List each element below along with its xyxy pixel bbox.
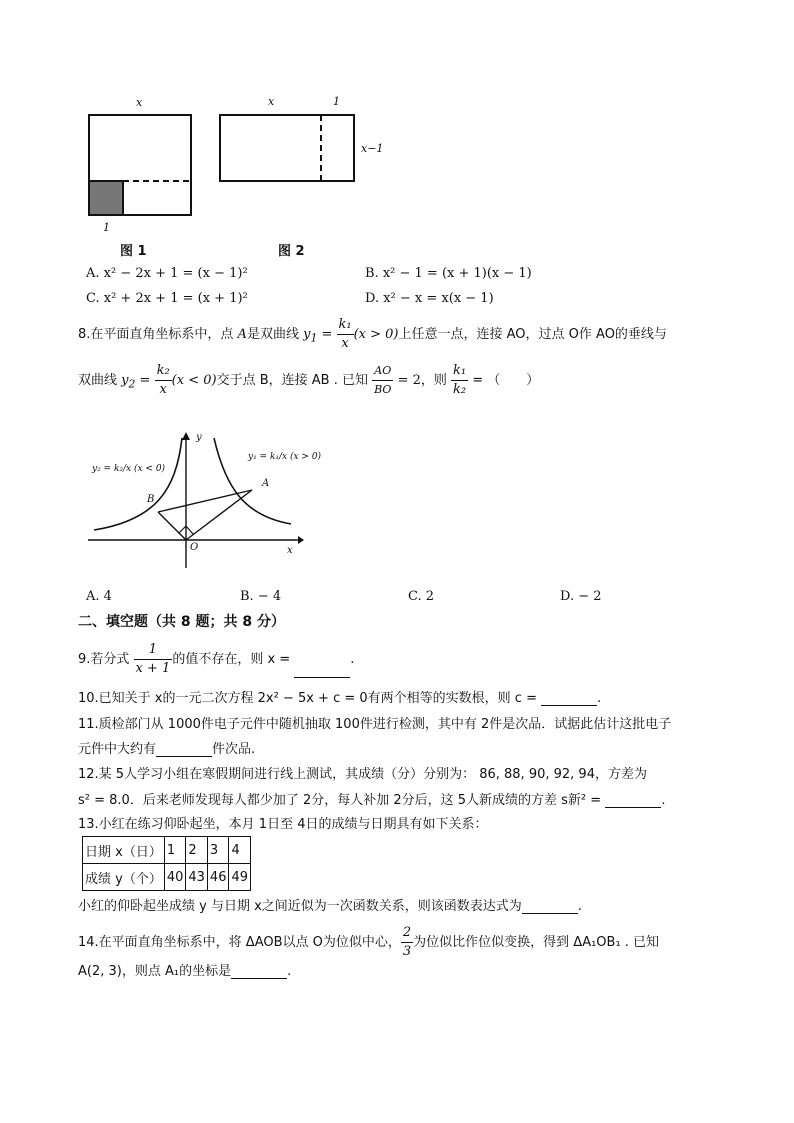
q10-answer-blank[interactable] [541, 691, 597, 706]
q8-k-ratio: $\frac{\text{k₁}}{\text{k₂}}$ [452, 363, 467, 397]
q9 [78, 641, 354, 678]
q12-end: . [661, 793, 666, 808]
q7-option-d[interactable]: D. x² − x = x(x − 1) [365, 291, 494, 306]
q8-line1 [78, 316, 667, 353]
q13-intro: 13.小红在练习仰卧起坐，本月 1日至 4日的成绩与日期具有如下关系： [78, 817, 488, 832]
q9-post: 的值不存在，则 x = [172, 652, 295, 667]
q8-label-y2: y₂ = k₂/x (x < 0) [92, 464, 166, 474]
q8-label-x: x [287, 545, 293, 556]
q13-cell: 3 [207, 837, 229, 864]
q8-cond1: (x > 0) [353, 327, 399, 342]
q7-option-c[interactable]: C. x² + 2x + 1 = (x + 1)² [86, 291, 248, 306]
q8-frac2: $\frac{\text{k₂}}{x}$ [156, 363, 170, 397]
fig1-caption: 图 1 [120, 244, 147, 259]
q8-text-c: 上任意一点，连接 AO，过点 O作 AO的垂线与 [398, 327, 667, 342]
q8-y1: $y_1$ = [303, 327, 337, 345]
q8-y2: $y_2$ = [121, 373, 155, 391]
q13-table [82, 836, 251, 891]
q10 [78, 687, 601, 706]
fig2-diagram [217, 112, 357, 184]
q8-frac1: $\frac{\text{k₁}}{x}$ [338, 317, 352, 351]
q7-option-a[interactable]: A. x² − 2x + 1 = (x − 1)² [86, 266, 248, 281]
q8-label-y: y [196, 432, 202, 443]
q13-cell: 46 [207, 864, 229, 891]
q8-cond2: (x < 0) [171, 373, 217, 388]
fig1-top-label: x [136, 96, 143, 109]
q14-pre: 14.在平面直角坐标系中，将 ΔAOB以点 O为位似中心， [78, 935, 401, 950]
q8-text-e: 交于点 B，连接 AB . 已知 [216, 373, 373, 388]
q13-after-text: 小红的仰卧起坐成绩 y 与日期 x之间近似为一次函数关系，则该函数表达式为 [78, 899, 522, 914]
q8-ratio: $\frac{AO}{BO}$ [374, 364, 392, 396]
q8-text-d: 双曲线 [78, 373, 122, 388]
q14-frac: $\frac{2}{3}$ [402, 925, 412, 959]
q12-line2 [78, 789, 665, 808]
q8-label-b: B [147, 494, 155, 505]
q11-line2 [78, 738, 255, 757]
q9-answer-blank[interactable] [294, 663, 350, 678]
q8-option-d[interactable]: D. − 2 [560, 589, 602, 604]
q14-end: . [287, 964, 292, 979]
q14-line2 [78, 960, 291, 979]
q8-ratio-val: = 2，则 [393, 373, 451, 388]
q12-pre: s² = 8.0．后来老师发现每人都少加了 2分，每人补加 2分后，这 5人新成绩的方差 s新² = [78, 793, 606, 808]
table-row [83, 837, 251, 864]
q11-answer-blank[interactable] [156, 742, 212, 757]
fig2-side-label: x−1 [361, 142, 384, 155]
fig2-caption: 图 2 [278, 244, 305, 259]
q9-frac: $\frac{1}{x + 1}$ [135, 642, 171, 676]
q9-pre: 9.若分式 [78, 652, 134, 667]
q8-option-c[interactable]: C. 2 [408, 589, 435, 604]
q13-cell: 2 [186, 837, 208, 864]
q8-line2 [78, 362, 539, 399]
q14-pre2: A(2, 3)，则点 A₁的坐标是 [78, 964, 232, 979]
q13-row1-head: 日期 x（日） [83, 837, 165, 864]
section-heading: 二、填空题（共 8 题；共 8 分） [78, 614, 285, 630]
q13-row2-head: 成绩 y（个） [83, 864, 165, 891]
q13-end: . [577, 899, 582, 914]
q11-post: 件次品. [212, 742, 256, 757]
q11-line1: 11.质检部门从 1000件电子元件中随机抽取 100件进行检测，其中有 2件是次品．试据此估计这批电子 [78, 717, 672, 732]
q8-text-f: = （ ） [468, 373, 540, 388]
q8-label-y1: y₁ = k₁/x (x > 0) [248, 452, 322, 462]
q9-end: . [350, 652, 355, 667]
q8-text-a: 8.在平面直角坐标系中，点 [78, 327, 238, 342]
q13-cell: 43 [186, 864, 208, 891]
q13-answer-blank[interactable] [522, 899, 578, 914]
fig2-top-x: x [268, 95, 275, 108]
fig2-top-1: 1 [333, 95, 340, 108]
q8-text-b: 是双曲线 [246, 327, 304, 342]
q11-pre: 元件中大约有 [78, 742, 157, 757]
q8-option-a[interactable]: A. 4 [86, 589, 112, 604]
q10-end: . [597, 691, 602, 706]
q12-answer-blank[interactable] [605, 793, 661, 808]
q14-line1 [78, 924, 659, 961]
q13-cell: 1 [164, 837, 186, 864]
q8-label-o: O [190, 542, 199, 553]
q13-cell: 40 [164, 864, 186, 891]
q8-option-b[interactable]: B. − 4 [240, 589, 282, 604]
q12-line1: 12.某 5人学习小组在寒假期间进行线上测试，其成绩（分）分别为： 86, 88, 90, 92, 94，方差为 [78, 767, 647, 782]
q14-answer-blank[interactable] [231, 964, 287, 979]
q13-cell: 49 [229, 864, 251, 891]
q10-text: 10.已知关于 x的一元二次方程 2x² − 5x + c = 0有两个相等的实数根，则 c = [78, 691, 542, 706]
q7-option-b[interactable]: B. x² − 1 = (x + 1)(x − 1) [365, 266, 532, 281]
q8-label-a: A [262, 478, 270, 489]
fig1-bottom-label: 1 [103, 221, 110, 234]
q13-cell: 4 [229, 837, 251, 864]
q8-point-a: A [237, 327, 247, 342]
table-row [83, 864, 251, 891]
fig1-diagram [86, 112, 196, 218]
q14-mid: 为位似比作位似变换，得到 ΔA₁OB₁ . 已知 [413, 935, 660, 950]
q13-after [78, 895, 582, 914]
